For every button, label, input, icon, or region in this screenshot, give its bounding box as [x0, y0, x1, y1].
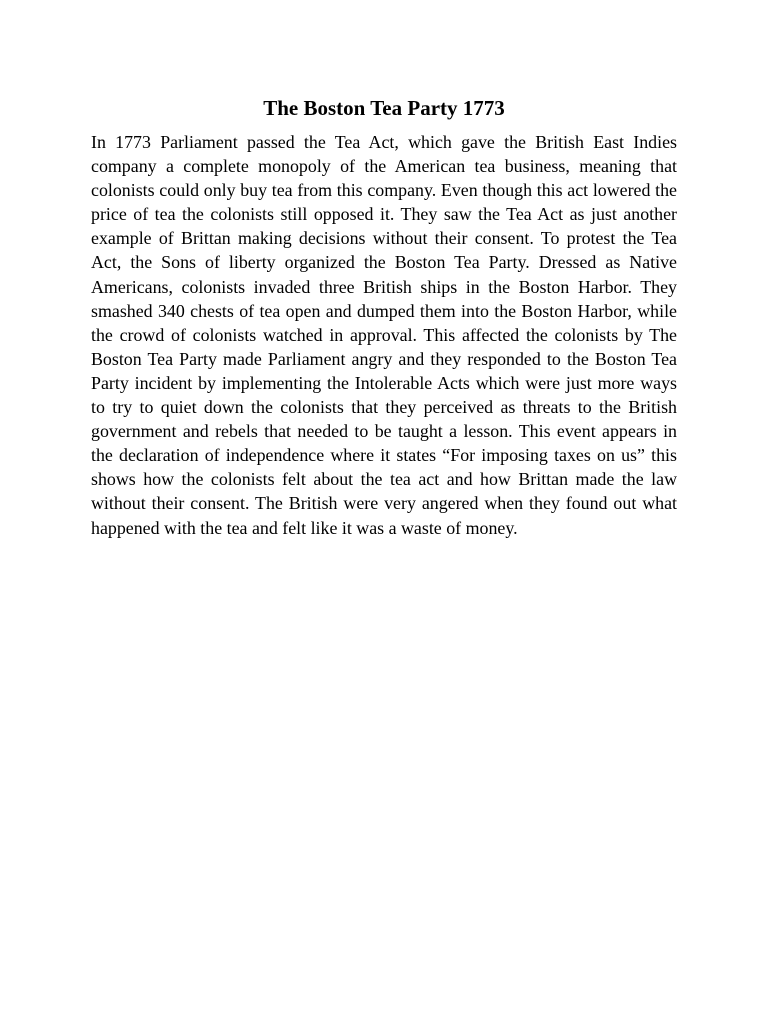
document-body-paragraph: In 1773 Parliament passed the Tea Act, which gave the British East Indies company a complete monopoly of the American tea business, meaning that colonists could only buy tea from this company. Even though this act lowered the price of tea the colonists still opposed it. They saw the Tea Act as just another example of Brittan making decisions without their consent. To protest the Tea Act, the Sons of liberty organized the Boston Tea Party. Dressed as Native Americans, colonists invaded three British ships in the Boston Harbor. They smashed 340 chests of tea open and dumped them into the Boston Harbor, while the crowd of colonists watched in approval. This affected the colonists by The Boston Tea Party made Parliament angry and they responded to the Boston Tea Party incident by implementing the Intolerable Acts which were just more ways to try to quiet down the colonists that they perceived as threats to the British government and rebels that needed to be taught a lesson. This event appears in the declaration of independence where it states “For imposing taxes on us” this shows how the colonists felt about the tea act and how Brittan made the law without their consent. The British were very angered when they found out what happened with the tea and felt like it was a waste of money. — [91, 132, 677, 538]
document-title: The Boston Tea Party 1773 — [263, 96, 505, 120]
